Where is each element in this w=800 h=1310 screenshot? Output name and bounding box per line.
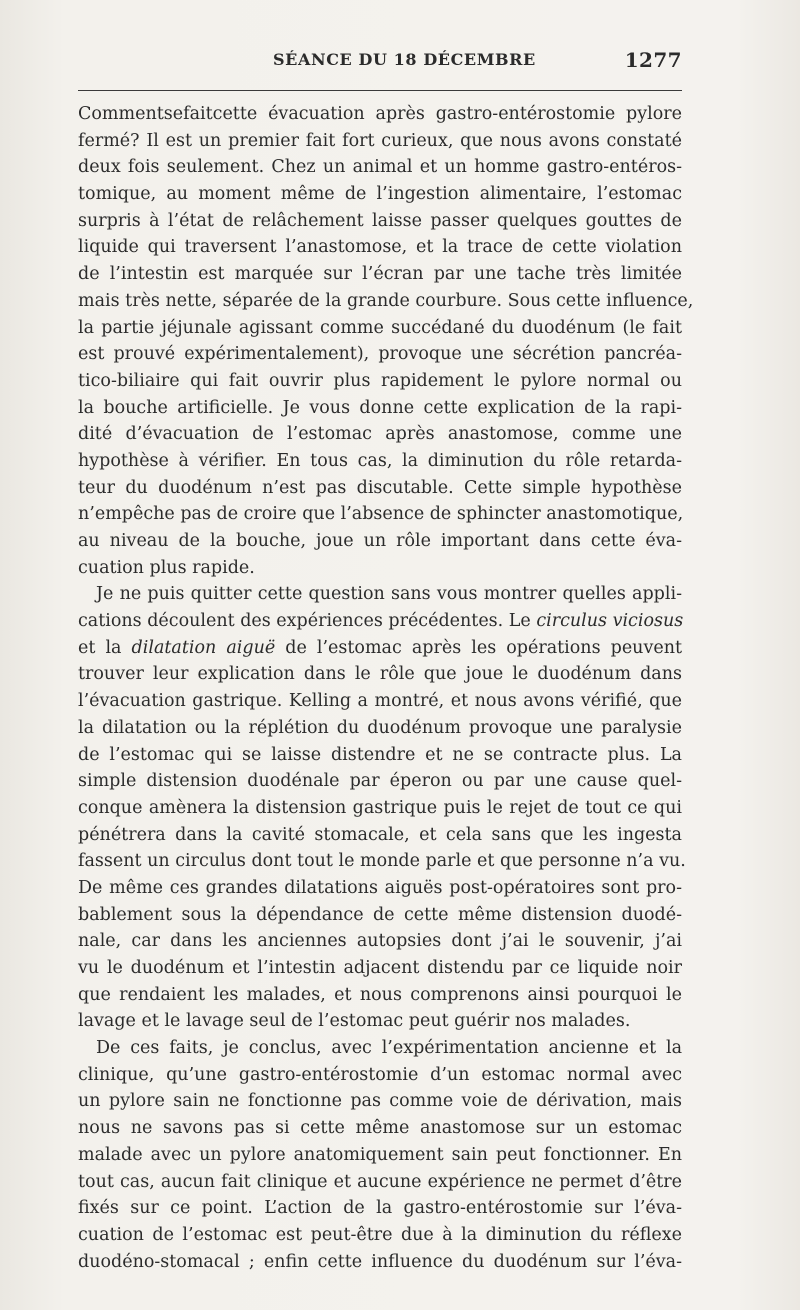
text-segment: de l’estomac après les opérations peuvent xyxy=(275,637,682,658)
text-line: Je ne puis quitter cette question sans vous montrer quelles appli- xyxy=(96,584,682,605)
text-line: cuation de l’estomac est peut-être due à la diminution du réflexe xyxy=(78,1224,682,1245)
text-line: fassent un circulus dont tout le monde parle et que personne n’a vu. xyxy=(78,851,686,872)
text-line: la dilatation ou la réplétion du duodénum provoque une paralysie xyxy=(78,717,682,738)
text-line: nous ne savons pas si cette même anastomose sur un estomac xyxy=(78,1118,682,1139)
text-line: que rendaient les malades, et nous comprenons ainsi pourquoi le xyxy=(78,984,682,1005)
text-line: la partie jéjunale agissant comme succédané du duodénum (le fait xyxy=(78,317,682,338)
text-line: de l’intestin est marquée sur l’écran par une tache très limitée xyxy=(78,264,682,285)
text-segment: et la xyxy=(78,637,132,658)
text-segment: cations découlent des expériences précédentes. Le xyxy=(78,611,537,632)
text-line: l’évacuation gastrique. Kelling a montré, et nous avons vérifié, que xyxy=(78,691,682,712)
text-line: Commentsefaitcette évacuation après gastro-entérostomie pylore xyxy=(78,104,682,124)
text-line: liquide qui traversent l’anastomose, et la trace de cette violation xyxy=(78,237,682,258)
body-text xyxy=(78,101,694,1275)
text-line: la bouche artificielle. Je vous donne cette explication de la rapi- xyxy=(78,397,682,418)
italic-term: dilatation aiguë xyxy=(131,637,276,658)
text-line: cuation plus rapide. xyxy=(78,557,255,578)
text-line: lavage et le lavage seul de l’estomac peut guérir nos malades. xyxy=(78,1011,631,1032)
text-line: clinique, qu’une gastro-entérostomie d’un estomac normal avec xyxy=(78,1064,682,1085)
text-line: fixés sur ce point. L’action de la gastro-entérostomie sur l’éva- xyxy=(78,1198,682,1219)
text-line: tomique, au moment même de l’ingestion alimentaire, l’estomac xyxy=(78,184,682,205)
text-line: nale, car dans les anciennes autopsies dont j’ai le souvenir, j’ai xyxy=(78,931,682,952)
text-line: malade avec un pylore anatomiquement sain peut fonctionner. En xyxy=(78,1144,682,1165)
text-line: mais très nette, séparée de la grande courbure. Sous cette influence, xyxy=(78,290,694,311)
text-line: bablement sous la dépendance de cette même distension duodé- xyxy=(78,904,682,925)
text-line: conque amènera la distension gastrique puis le rejet de tout ce qui xyxy=(78,797,682,818)
page-header xyxy=(78,50,682,74)
text-line: fermé? Il est un premier fait fort curieux, que nous avons constaté xyxy=(78,130,682,151)
text-line xyxy=(78,635,682,662)
text-line: tout cas, aucun fait clinique et aucune expérience ne permet d’être xyxy=(78,1171,682,1192)
text-line: au niveau de la bouche, joue un rôle important dans cette éva- xyxy=(78,531,682,551)
text-line: n’empêche pas de croire que l’absence de sphincter anastomotique, xyxy=(78,504,684,525)
italic-term: circulus viciosus xyxy=(536,611,684,632)
text-line: duodéno-stomacal ; enfin cette influence du duodénum sur l’éva- xyxy=(78,1251,682,1272)
text-line: De même ces grandes dilatations aiguës post-opératoires sont pro- xyxy=(78,877,682,898)
text-line: simple distension duodénale par éperon ou par une cause quel- xyxy=(78,771,682,792)
text-line: un pylore sain ne fonctionne pas comme voie de dérivation, mais xyxy=(78,1091,682,1112)
text-line: De ces faits, je conclus, avec l’expérimentation ancienne et la xyxy=(96,1038,682,1059)
text-line: deux fois seulement. Chez un animal et un homme gastro-entéros- xyxy=(78,157,682,178)
text-line: surpris à l’état de relâchement laisse passer quelques gouttes de xyxy=(78,210,682,231)
header-rule xyxy=(78,90,682,91)
text-line: pénétrera dans la cavité stomacale, et cela sans que les ingesta xyxy=(78,824,682,845)
page-number: 1277 xyxy=(624,48,682,72)
text-line: teur du duodénum n’est pas discutable. Cette simple hypothèse xyxy=(78,477,682,498)
text-line: est prouvé expérimentalement), provoque une sécrétion pancréa- xyxy=(78,344,682,365)
text-line: trouver leur explication dans le rôle que joue le duodénum dans xyxy=(78,664,682,685)
text-line: vu le duodénum et l’intestin adjacent distendu par ce liquide noir xyxy=(78,958,682,978)
text-line xyxy=(78,608,682,635)
running-title: SÉANCE DU 18 DÉCEMBRE xyxy=(273,50,536,69)
text-line: dité d’évacuation de l’estomac après anastomose, comme une xyxy=(78,424,682,445)
text-line: de l’estomac qui se laisse distendre et ne se contracte plus. La xyxy=(78,744,682,765)
text-line: tico-biliaire qui fait ouvrir plus rapidement le pylore normal ou xyxy=(78,370,682,391)
text-line: hypothèse à vérifier. En tous cas, la diminution du rôle retarda- xyxy=(78,450,682,471)
